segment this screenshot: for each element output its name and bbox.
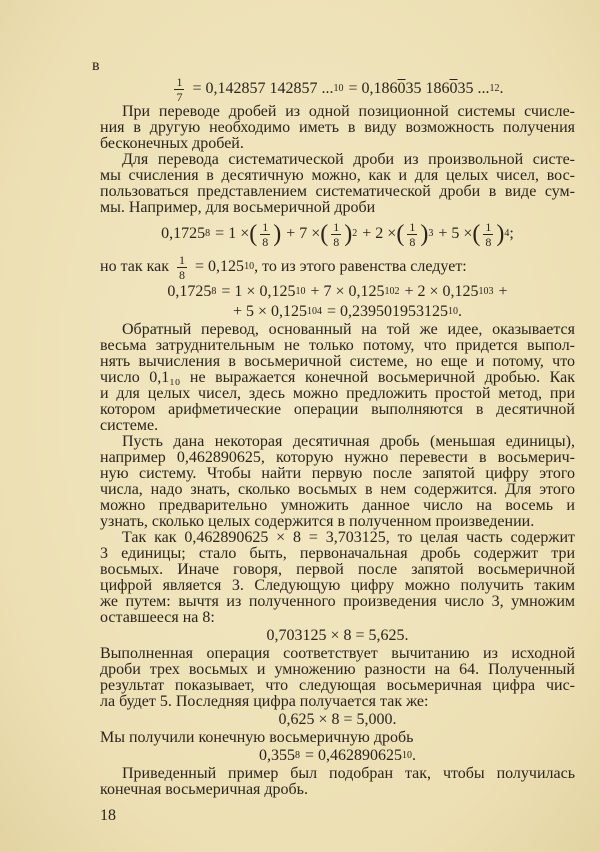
formula-text: = 1 × 0,125 bbox=[221, 283, 296, 300]
overlined-digit: 0 bbox=[397, 80, 406, 97]
numerator: 1 bbox=[179, 252, 186, 267]
continuation-word bbox=[92, 58, 567, 74]
text-column bbox=[92, 57, 575, 798]
text-line: число 0,1₁₀ не выражается конечной восьмеричной дробью. Как bbox=[100, 369, 575, 386]
paragraph-3 bbox=[100, 322, 575, 434]
overlined-digit: 0 bbox=[449, 80, 458, 97]
formula-text: 0,1725 bbox=[161, 225, 206, 242]
text-line: Мы получили конечную восьмеричную дробь bbox=[100, 729, 414, 746]
formula-text: 0,625 × 8 = 5,000. bbox=[278, 711, 397, 728]
period: . bbox=[458, 303, 463, 320]
formula-text: = 1 × bbox=[215, 225, 250, 242]
denominator: 8 bbox=[262, 234, 269, 249]
text-line: конечная восьмеричная дробь. bbox=[100, 781, 308, 798]
text-line: ную систему. Чтобы найти первую после запятой цифру этого bbox=[100, 465, 575, 482]
text-line: Выполненная операция соответствует вычитанию из исходной bbox=[100, 645, 575, 662]
denominator: 8 bbox=[409, 234, 416, 249]
formula-result: 0,355 8 = 0,462890625 10 . bbox=[258, 747, 417, 764]
right-paren: ) bbox=[344, 221, 353, 247]
formula-step-3 bbox=[100, 710, 575, 730]
formula-text: = 0,186 bbox=[348, 80, 398, 97]
text-line: ния в другую необходимо иметь в виду возможность получения bbox=[100, 119, 575, 136]
text-line: котором арифметические операции выполняются в десятичной bbox=[100, 401, 575, 418]
formula-text: + 7 × 0,125 bbox=[310, 283, 385, 300]
text-line: 3 единицы; стало быть, первоначальная дробь содержит три bbox=[100, 545, 575, 562]
text-line: Для перевода систематической дроби из произвольной систе- bbox=[122, 151, 575, 168]
numerator: 1 bbox=[485, 219, 492, 234]
paragraph-5 bbox=[100, 530, 575, 626]
left-paren: ( bbox=[396, 221, 405, 247]
text-line: узнать, сколько целых содержится в полученном произведении. bbox=[100, 513, 535, 530]
fraction bbox=[407, 221, 417, 248]
paragraph-7 bbox=[100, 730, 575, 746]
page-number: 18 bbox=[100, 807, 116, 824]
paragraph-2 bbox=[100, 152, 575, 216]
formula-text: + bbox=[498, 283, 508, 300]
text-line: нять вычисления в восьмеричной системе, но еще и потому, что bbox=[100, 353, 575, 370]
text-line: весьма затруднительным не только потому, что придется выпол- bbox=[100, 337, 575, 354]
text-line: числа, надо знать, сколько восьмых в нем содержится. Для этого bbox=[100, 481, 575, 498]
formula-octal-expansion: 0,1725 8 = 1 × ( $\frac{1}{8}$ ) + 7 × ( $\frac{1}{8}$ ) 2 + 2 × ( $\frac{1}{8}$ ) 3 + 5 × ( $\frac{1}{8}$ ) 4 ; bbox=[161, 219, 514, 249]
text-line: цифрой является 3. Следующую цифру можно получить таким bbox=[100, 577, 575, 594]
formula-text: = 0,462890625 bbox=[304, 747, 403, 764]
numerator: 1 bbox=[176, 74, 183, 89]
text-line: Обратный перевод, основанный на той же идее, оказывается bbox=[122, 321, 575, 338]
text-line: в bbox=[92, 57, 100, 74]
left-paren: ( bbox=[320, 221, 329, 247]
text-line: можно предварительно умножить данное число на восемь и bbox=[100, 497, 575, 514]
text-line: ла будет 5. Последняя цифра получается так же: bbox=[100, 693, 429, 710]
right-paren: ) bbox=[273, 221, 282, 247]
text-line: системе. bbox=[100, 417, 159, 434]
text-line: например 0,462890625, которую нужно перевести в восьмерич- bbox=[100, 449, 575, 466]
semicolon: ; bbox=[509, 225, 514, 242]
formula-decimal-line-2: + 5 × 0,125 10 4 = 0,239501953125 10 . bbox=[232, 303, 463, 320]
right-paren: ) bbox=[496, 221, 505, 247]
formula-text: + 5 × 0,125 bbox=[232, 303, 307, 320]
formula-text: 35 ... bbox=[457, 80, 490, 97]
text-line: Так как 0,462890625 × 8 = 3,703125, то целая часть содержит bbox=[122, 529, 575, 546]
fraction bbox=[483, 221, 493, 248]
formula-text: + 2 × bbox=[362, 225, 397, 242]
paragraph-4 bbox=[100, 434, 575, 530]
text-line: дроби трех восьмых и умножению разности на 64. Полученный bbox=[100, 661, 575, 678]
text-line: При переводе дробей из одной позиционной системы счисле- bbox=[122, 103, 575, 120]
text: но так как bbox=[100, 258, 170, 275]
numerator: 1 bbox=[262, 219, 269, 234]
text-line: оставшееся на 8: bbox=[100, 609, 215, 626]
fraction bbox=[331, 221, 341, 248]
fraction bbox=[174, 76, 184, 103]
text-line: и для целых чисел, здесь можно предложить простой метод, при bbox=[100, 385, 575, 402]
formula-decimal-line-1: 0,1725 8 = 1 × 0,125 10 + 7 × 0,125 10 2 + 2 × 0,125 10 3 + bbox=[167, 283, 508, 300]
denominator: 8 bbox=[485, 234, 492, 249]
left-paren: ( bbox=[249, 221, 258, 247]
text-line: результат показывает, что следующая восьмеричная цифра чис- bbox=[100, 677, 575, 694]
right-paren: ) bbox=[420, 221, 429, 247]
text-line: бесконечных дробей. bbox=[100, 135, 244, 152]
formula-text: 0,355 bbox=[258, 747, 295, 764]
denominator: 7 bbox=[176, 89, 183, 104]
formula-text: + 7 × bbox=[286, 225, 321, 242]
period: . bbox=[412, 747, 417, 764]
fraction bbox=[260, 221, 270, 248]
formula-text: 35 186 bbox=[405, 80, 450, 97]
numerator: 1 bbox=[333, 219, 340, 234]
denominator: 8 bbox=[333, 234, 340, 249]
text: = 0,125 bbox=[195, 258, 245, 275]
formula-text: = 0,142857 142857 ... bbox=[192, 80, 334, 97]
paragraph-8 bbox=[100, 766, 575, 798]
text-line: мы. Например, для восьмеричной дроби bbox=[100, 199, 376, 216]
text-line: же путем: вычтя из полученного произведения число 3, умножим bbox=[100, 593, 575, 610]
denominator: 8 bbox=[179, 267, 186, 282]
period: . bbox=[499, 80, 504, 97]
paragraph-1 bbox=[100, 104, 575, 152]
text-line: Приведенный пример был подобран так, чтобы получилась bbox=[122, 765, 575, 782]
fraction bbox=[177, 254, 187, 281]
formula-text: 0,703125 × 8 = 5,625. bbox=[266, 627, 409, 644]
formula-text: = 0,239501953125 bbox=[327, 303, 449, 320]
paragraph-6 bbox=[100, 646, 575, 710]
formula-step-2 bbox=[100, 626, 575, 646]
formula-text: 0,1725 bbox=[167, 283, 212, 300]
text-line: мы счисления в десятичную можно, как и для целых чисел, вос- bbox=[100, 167, 575, 184]
text-line: восьмых. Иначе говоря, первой после запятой восьмеричной bbox=[100, 561, 575, 578]
text-line: пользоваться представлением систематической дроби в виде сум- bbox=[100, 183, 575, 200]
left-paren: ( bbox=[472, 221, 481, 247]
text: , то из этого равенства следует: bbox=[254, 258, 467, 275]
formula-one-seventh: $\frac{1}{7}$ = 0,142857 142857 ... 10 = 0,186 0 35 186 0 35 ... 12 . bbox=[176, 74, 504, 104]
text-line: Пусть дана некоторая десятичная дробь (меньшая единицы), bbox=[122, 433, 575, 450]
line-but-since: но так как $\frac{1}{8}$ = 0,125 10 , то из этого равенства следует: bbox=[100, 252, 467, 282]
formula-text: + 5 × bbox=[438, 225, 473, 242]
numerator: 1 bbox=[409, 219, 416, 234]
formula-text: + 2 × 0,125 bbox=[404, 283, 479, 300]
